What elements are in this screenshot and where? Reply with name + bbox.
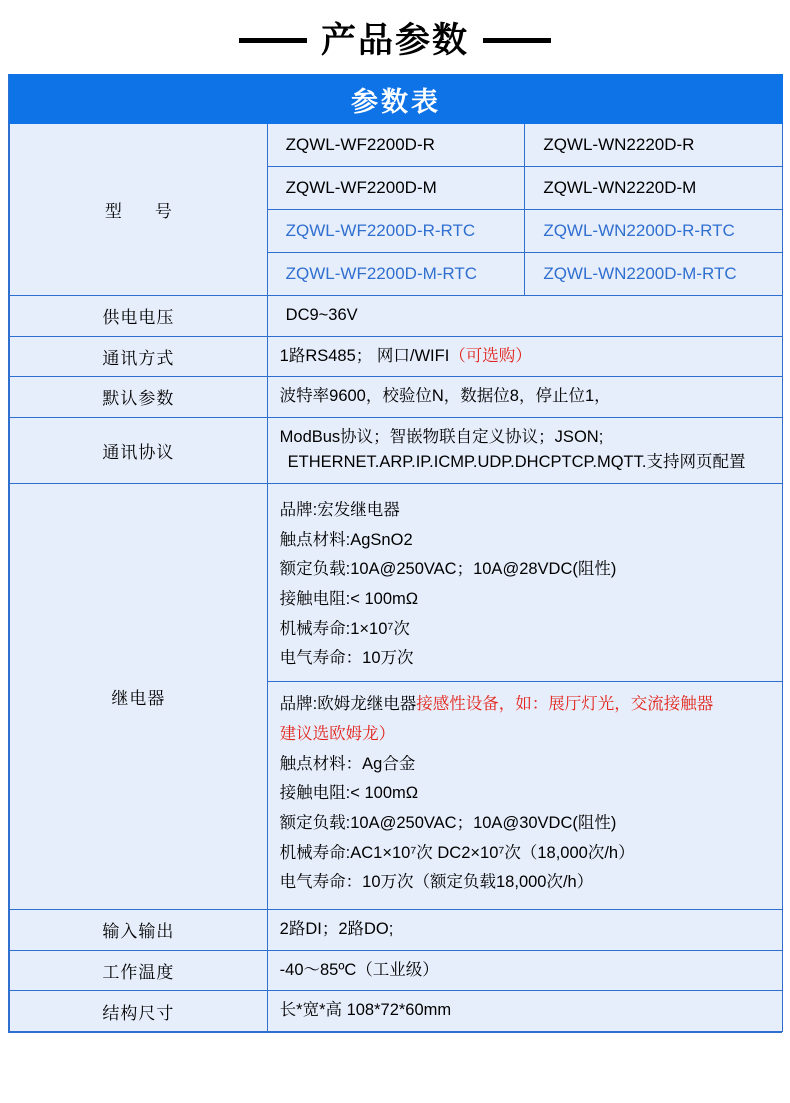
row-label-comm: 通讯方式	[10, 336, 268, 377]
model-cell-wn2220d-r: ZQWL-WN2220D-R	[525, 124, 783, 167]
relay2-rated-load: 额定负载:10A@250VAC；10A@30VDC(阻性)	[279, 814, 617, 832]
table-row-default-params	[10, 377, 783, 418]
page-title: 产品参数	[320, 20, 469, 60]
table-row-protocol	[10, 417, 783, 483]
row-value-relay	[267, 483, 782, 909]
row-value-io: 2路DI；2路DO;	[267, 910, 782, 951]
row-label-protocol: 通讯协议	[10, 417, 268, 483]
spec-table	[9, 74, 783, 1032]
relay2-brand-text: 品牌:欧姆龙继电器	[279, 695, 417, 714]
table-row-dimensions	[10, 991, 783, 1032]
relay1-contact-resistance: 接触电阻:< 100mΩ	[279, 589, 419, 608]
model-cell-wf2200d-m: ZQWL-WF2200D-M	[267, 167, 525, 210]
table-row-io	[10, 910, 783, 951]
row-value-temperature: -40～85ºC（工业级）	[267, 950, 782, 991]
row-label-io: 输入输出	[10, 910, 268, 951]
comm-value-optional: （可选购）	[449, 346, 532, 365]
table-banner: 参数表	[10, 75, 783, 124]
row-label-dimensions: 结构尺寸	[10, 991, 268, 1032]
relay2-note-line1: 接感性设备，如：展厅灯光，交流接触器	[416, 695, 714, 714]
model-cell-wf2200d-r: ZQWL-WF2200D-R	[267, 124, 525, 167]
row-label-power: 供电电压	[10, 296, 268, 337]
table-row-power	[10, 296, 783, 337]
spec-table-wrapper	[8, 74, 782, 1033]
row-label-model: 型 号	[10, 124, 268, 296]
relay2-brand	[280, 691, 772, 718]
protocol-line-2: ETHERNET.ARP.IP.ICMP.UDP.DHCPTCP.MQTT.支持网页配置	[287, 453, 746, 472]
model-cell-wn2200d-m-rtc: ZQWL-WN2200D-M-RTC	[525, 253, 783, 296]
relay2-contact-material: 触点材料：Ag合金	[279, 754, 416, 773]
relay1-rated-load: 额定负载:10A@250VAC；10A@28VDC(阻性)	[279, 560, 617, 579]
row-value-dimensions: 长*宽*高 108*72*60mm	[267, 991, 782, 1032]
rule-right-decoration	[483, 38, 551, 43]
row-value-protocol	[267, 417, 782, 483]
model-cell-wn2220d-m: ZQWL-WN2220D-M	[525, 167, 783, 210]
page-header	[0, 0, 790, 74]
relay2-electrical-life: 电气寿命：10万次（额定负载18,000次/h）	[279, 873, 594, 892]
table-row-relay	[10, 483, 783, 909]
relay2-contact-resistance: 接触电阻:< 100mΩ	[279, 784, 419, 803]
table-banner-row	[10, 75, 783, 124]
rule-left-decoration	[239, 38, 307, 43]
model-cell-wf2200d-r-rtc: ZQWL-WF2200D-R-RTC	[267, 210, 525, 253]
row-value-default-params: 波特率9600，校验位N，数据位8，停止位1，	[267, 377, 782, 418]
relay1-mechanical-life: 机械寿命:1×10⁷次	[279, 619, 410, 638]
relay1-contact-material: 触点材料:AgSnO2	[279, 530, 413, 549]
row-value-power: DC9~36V	[267, 296, 782, 337]
relay2-mechanical-life: 机械寿命:AC1×10⁷次 DC2×10⁷次（18,000次/h）	[279, 843, 635, 862]
model-cell-wf2200d-m-rtc: ZQWL-WF2200D-M-RTC	[267, 253, 525, 296]
row-label-temperature: 工作温度	[10, 950, 268, 991]
relay1-electrical-life: 电气寿命：10万次	[279, 649, 414, 668]
table-row-model-1	[10, 124, 783, 167]
table-row-comm	[10, 336, 783, 377]
relay1-brand: 品牌:宏发继电器	[279, 500, 400, 519]
protocol-line-1: ModBus协议；智嵌物联自定义协议；JSON;	[279, 427, 604, 446]
row-value-comm	[267, 336, 782, 377]
table-row-temperature	[10, 950, 783, 991]
row-label-default-params: 默认参数	[10, 377, 268, 418]
model-cell-wn2200d-r-rtc: ZQWL-WN2200D-R-RTC	[525, 210, 783, 253]
relay-block-divider	[268, 681, 782, 682]
relay2-note-line2: 建议选欧姆龙）	[279, 724, 396, 743]
row-label-relay: 继电器	[10, 483, 268, 909]
comm-value-main: 1路RS485； 网口/WIFI	[279, 346, 450, 365]
